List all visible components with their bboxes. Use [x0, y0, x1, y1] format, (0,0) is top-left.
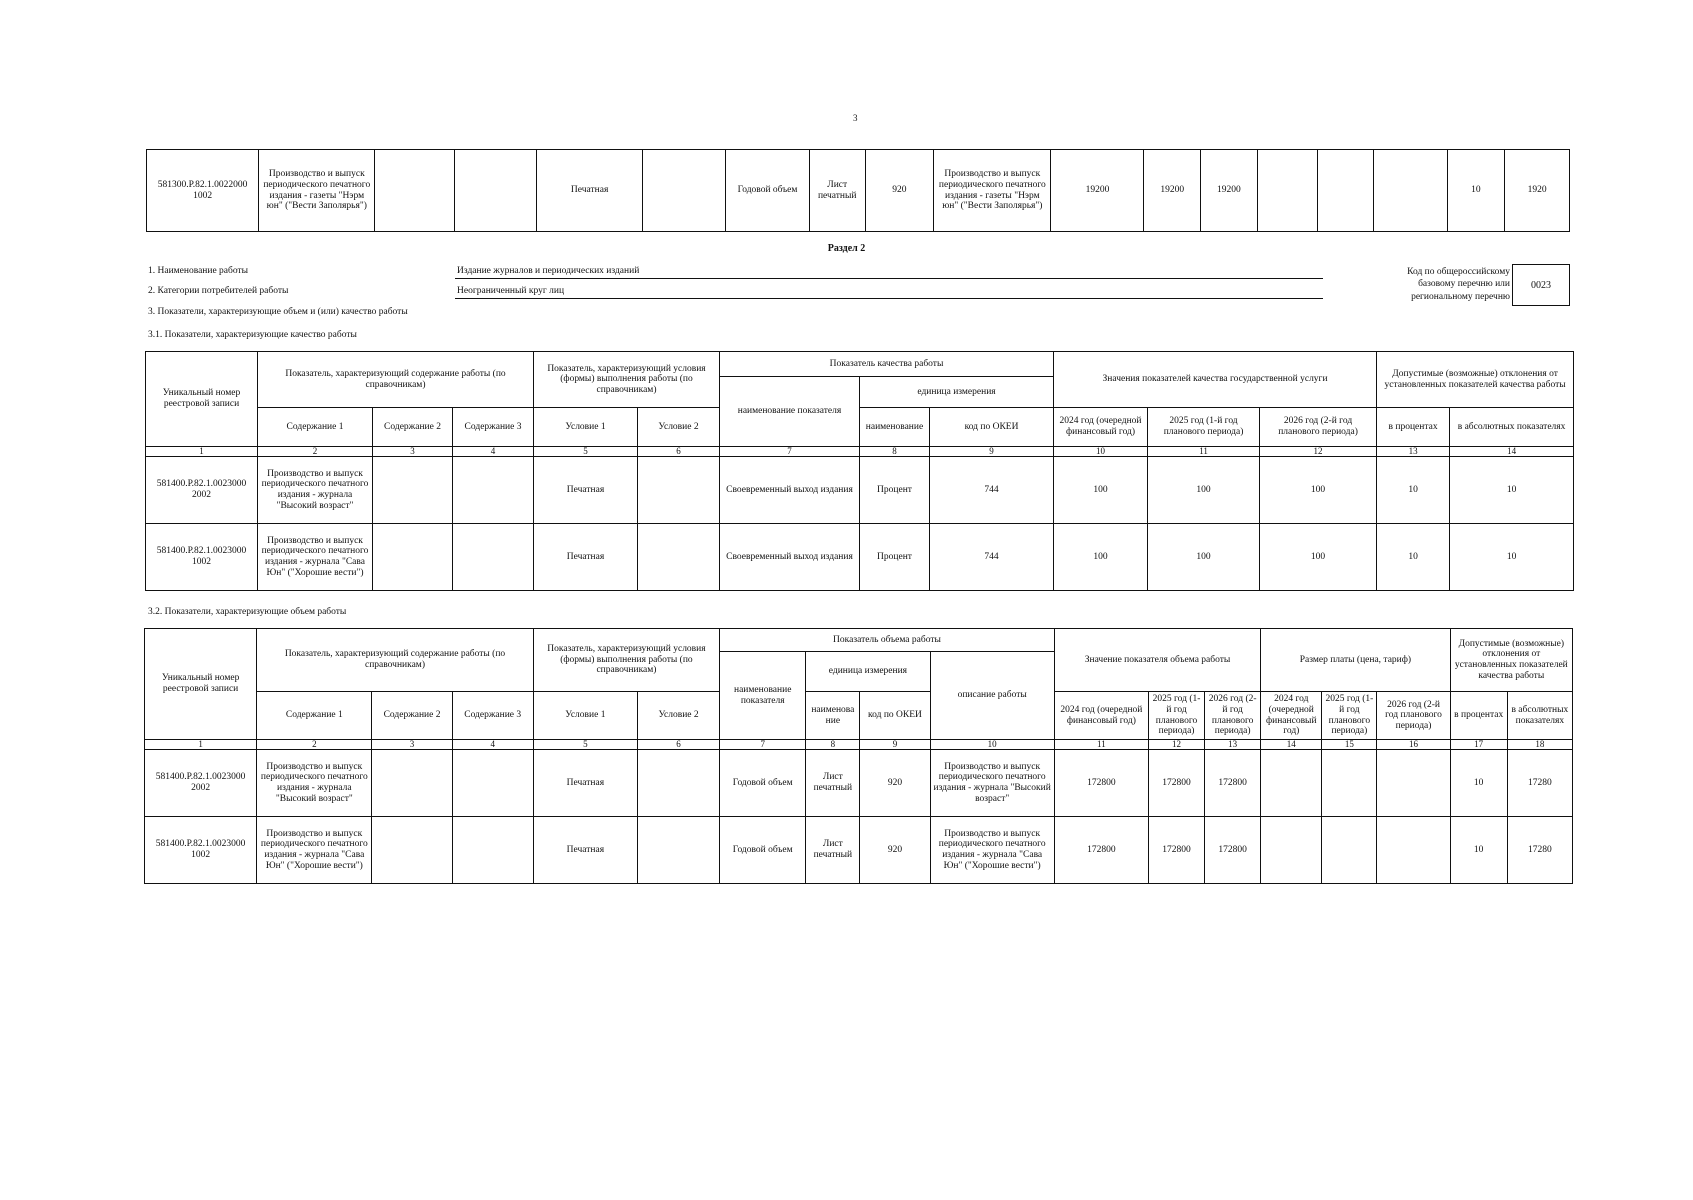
cell: 17280 [1507, 817, 1572, 884]
section-title: Раздел 2 [827, 243, 866, 254]
column-number: 8 [860, 447, 930, 457]
column-number: 12 [1148, 740, 1204, 750]
table-row [145, 817, 1573, 884]
cell [638, 457, 720, 524]
header-year-2024: 2024 год (очередной финансовый год) [1054, 408, 1148, 447]
consumers-value: Неограниченный круг лиц [457, 286, 565, 296]
work-name-label: 1. Наименование работы [148, 266, 249, 276]
cell: 10 [1450, 524, 1574, 591]
header-absolute: в абсолютных показателях [1450, 408, 1574, 447]
table-row [146, 524, 1574, 591]
column-number: 2 [258, 447, 373, 457]
column-number: 5 [534, 447, 638, 457]
quality-section-title: 3.1. Показатели, характеризующие качество работы [148, 330, 357, 340]
header-okei-code: код по ОКЕИ [930, 408, 1054, 447]
cell: Производство и выпуск периодического печатного издания - журнала "Сава Юн" ("Хорошие вести") [257, 817, 372, 884]
column-number: 11 [1054, 740, 1148, 750]
cell: Производство и выпуск периодического печатного издания - журнала "Сава Юн" ("Хорошие вести") [930, 817, 1054, 884]
header-fee: Размер платы (цена, тариф) [1261, 629, 1450, 692]
cell: 172800 [1054, 817, 1148, 884]
work-name-underline [455, 278, 1323, 279]
cell [1261, 817, 1322, 884]
header-unit-name: наименова ние [806, 692, 860, 740]
cell: 920 [865, 150, 934, 232]
cell: 10 [1450, 457, 1574, 524]
code-box [1512, 264, 1570, 306]
header-deviation: Допустимые (возможные) отклонения от установленных показателей качества работы [1450, 629, 1572, 692]
cell: 100 [1054, 524, 1148, 591]
column-number: 2 [257, 740, 372, 750]
cell [1257, 150, 1318, 232]
header-deviation: Допустимые (возможные) отклонения от установленных показателей качества работы [1377, 352, 1574, 408]
cell [1377, 817, 1450, 884]
column-number: 14 [1450, 447, 1574, 457]
cell: 920 [860, 750, 930, 817]
header-fee-2025: 2025 год (1-й год планового периода) [1322, 692, 1377, 740]
column-number: 7 [720, 740, 806, 750]
column-number: 4 [453, 447, 534, 457]
cell: 100 [1260, 457, 1377, 524]
cell: 1920 [1505, 150, 1570, 232]
cell: Производство и выпуск периодического печатного издания - газеты "Нэрм юн" ("Вести Заполярья") [259, 150, 375, 232]
cell [1322, 817, 1377, 884]
cell: 581400.Р.82.1.0023000 1002 [145, 817, 257, 884]
column-number: 5 [533, 740, 637, 750]
column-number: 10 [1054, 447, 1148, 457]
cell: Печатная [534, 457, 638, 524]
header-quality-indicator: Показатель качества работы [720, 352, 1054, 377]
column-number: 7 [720, 447, 860, 457]
header-year-2025: 2025 год (1-й год планового периода) [1148, 408, 1260, 447]
cell [452, 750, 533, 817]
cell: 19200 [1144, 150, 1201, 232]
column-number: 11 [1148, 447, 1260, 457]
cell: 744 [930, 457, 1054, 524]
code-value: 0023 [1531, 279, 1551, 291]
cell: 19200 [1201, 150, 1258, 232]
cell [643, 150, 726, 232]
volume-table [144, 628, 1573, 884]
top-row [147, 150, 1570, 232]
cell: 172800 [1148, 750, 1204, 817]
cell [638, 524, 720, 591]
cell: 100 [1148, 457, 1260, 524]
table-row [146, 457, 1574, 524]
page-number: 3 [853, 113, 858, 123]
header-unit-name: наименование [860, 408, 930, 447]
cell: 581300.Р.82.1.0022000 1002 [147, 150, 259, 232]
cell: 100 [1148, 524, 1260, 591]
cell: Годовой объем [726, 150, 810, 232]
cell: Лист печатный [806, 817, 860, 884]
header-content-indicator: Показатель, характеризующий содержание работы (по справочникам) [258, 352, 534, 408]
cell: Производство и выпуск периодического печатного издания - газеты "Нэрм юн" ("Вести Заполярья") [934, 150, 1051, 232]
column-number: 1 [145, 740, 257, 750]
cell [452, 817, 533, 884]
quality-table [145, 351, 1574, 591]
header-conditions-indicator: Показатель, характеризующий условия (формы) выполнения работы (по справочникам) [533, 629, 719, 692]
cell: Печатная [533, 817, 637, 884]
column-number: 18 [1507, 740, 1572, 750]
cell [375, 150, 455, 232]
header-absolute: в абсолютных показателях [1507, 692, 1572, 740]
header-work-description: описание работы [930, 652, 1054, 740]
top-continuation-table [146, 149, 1570, 232]
header-condition-1: Условие 1 [533, 692, 637, 740]
header-value-2026: 2026 год (2-й год планового периода) [1205, 692, 1261, 740]
column-number: 12 [1260, 447, 1377, 457]
cell: 10 [1377, 524, 1450, 591]
header-content-3: Содержание 3 [453, 408, 534, 447]
header-unit: единица измерения [860, 377, 1054, 408]
header-content-2: Содержание 2 [373, 408, 453, 447]
header-value-2025: 2025 год (1-й год планового периода) [1148, 692, 1204, 740]
cell [453, 524, 534, 591]
cell [637, 750, 719, 817]
cell: Лист печатный [806, 750, 860, 817]
cell [637, 817, 719, 884]
cell: 100 [1054, 457, 1148, 524]
column-number: 16 [1377, 740, 1450, 750]
column-number: 4 [452, 740, 533, 750]
header-condition-2: Условие 2 [637, 692, 719, 740]
cell: 920 [860, 817, 930, 884]
header-content-2: Содержание 2 [372, 692, 452, 740]
cell: 744 [930, 524, 1054, 591]
work-name-value: Издание журналов и периодических изданий [457, 266, 640, 276]
cell: 172800 [1205, 817, 1261, 884]
column-number: 3 [373, 447, 453, 457]
header-indicator-name: наименование показателя [720, 377, 860, 447]
cell: Лист печатный [809, 150, 865, 232]
header-okei-code: код по ОКЕИ [860, 692, 930, 740]
cell [1322, 750, 1377, 817]
cell: 172800 [1148, 817, 1204, 884]
column-number: 6 [637, 740, 719, 750]
header-condition-1: Условие 1 [534, 408, 638, 447]
indicators-label: 3. Показатели, характеризующие объем и (или) качество работы [148, 307, 408, 317]
column-number: 1 [146, 447, 258, 457]
header-content-3: Содержание 3 [452, 692, 533, 740]
header-fee-2024: 2024 год (очередной финансовый год) [1261, 692, 1322, 740]
cell: Производство и выпуск периодического печатного издания - журнала "Высокий возраст" [258, 457, 373, 524]
cell [455, 150, 537, 232]
consumers-underline [455, 298, 1323, 299]
header-year-2026: 2026 год (2-й год планового периода) [1260, 408, 1377, 447]
header-volume-values: Значение показателя объема работы [1054, 629, 1260, 692]
cell: Производство и выпуск периодического печатного издания - журнала "Высокий возраст" [930, 750, 1054, 817]
column-number: 8 [806, 740, 860, 750]
cell [372, 817, 452, 884]
cell: 100 [1260, 524, 1377, 591]
cell: 10 [1377, 457, 1450, 524]
cell: 581400.Р.82.1.0023000 1002 [146, 524, 258, 591]
cell: Производство и выпуск периодического печатного издания - журнала "Сава Юн" ("Хорошие вести") [258, 524, 373, 591]
cell [1373, 150, 1447, 232]
cell [1318, 150, 1374, 232]
cell: Своевременный выход издания [720, 457, 860, 524]
cell: 581400.Р.82.1.0023000 2002 [145, 750, 257, 817]
header-content-1: Содержание 1 [257, 692, 372, 740]
header-unique-number: Уникальный номер реестровой записи [146, 352, 258, 447]
cell: 10 [1450, 817, 1507, 884]
header-indicator-name: наименование показателя [720, 652, 806, 740]
column-numbers-row [146, 447, 1574, 457]
consumers-label: 2. Категории потребителей работы [148, 286, 289, 296]
cell: Печатная [533, 750, 637, 817]
header-percent: в процентах [1450, 692, 1507, 740]
header-content-indicator: Показатель, характеризующий содержание работы (по справочникам) [257, 629, 534, 692]
header-value-2024: 2024 год (очередной финансовый год) [1054, 692, 1148, 740]
column-number: 9 [930, 447, 1054, 457]
cell: Печатная [537, 150, 643, 232]
column-number: 15 [1322, 740, 1377, 750]
column-number: 14 [1261, 740, 1322, 750]
cell [373, 524, 453, 591]
header-unique-number: Уникальный номер реестровой записи [145, 629, 257, 740]
header-fee-2026: 2026 год (2-й год планового периода) [1377, 692, 1450, 740]
column-number: 13 [1205, 740, 1261, 750]
cell: 17280 [1507, 750, 1572, 817]
cell: 172800 [1205, 750, 1261, 817]
column-number: 9 [860, 740, 930, 750]
table-row [145, 750, 1573, 817]
column-number: 17 [1450, 740, 1507, 750]
header-unit: единица измерения [806, 652, 930, 692]
cell: 172800 [1054, 750, 1148, 817]
cell: Процент [860, 457, 930, 524]
header-quality-values: Значения показателей качества государственной услуги [1054, 352, 1377, 408]
header-condition-2: Условие 2 [638, 408, 720, 447]
cell: 10 [1447, 150, 1505, 232]
cell: 10 [1450, 750, 1507, 817]
column-number: 13 [1377, 447, 1450, 457]
header-content-1: Содержание 1 [258, 408, 373, 447]
cell [1377, 750, 1450, 817]
cell [1261, 750, 1322, 817]
header-conditions-indicator: Показатель, характеризующий условия (формы) выполнения работы (по справочникам) [534, 352, 720, 408]
cell: Годовой объем [720, 750, 806, 817]
cell: Процент [860, 524, 930, 591]
header-percent: в процентах [1377, 408, 1450, 447]
cell [372, 750, 452, 817]
cell: Производство и выпуск периодического печатного издания - журнала "Высокий возраст" [257, 750, 372, 817]
column-number: 10 [930, 740, 1054, 750]
header-volume-indicator: Показатель объема работы [720, 629, 1055, 652]
cell [453, 457, 534, 524]
cell [373, 457, 453, 524]
column-number: 6 [638, 447, 720, 457]
cell: Годовой объем [720, 817, 806, 884]
cell: 581400.Р.82.1.0023000 2002 [146, 457, 258, 524]
volume-section-title: 3.2. Показатели, характеризующие объем работы [148, 607, 347, 617]
column-numbers-row [145, 740, 1573, 750]
column-number: 3 [372, 740, 452, 750]
cell: Печатная [534, 524, 638, 591]
cell: 19200 [1051, 150, 1144, 232]
cell: Своевременный выход издания [720, 524, 860, 591]
code-label: Код по общероссийскому базовому перечню или региональному перечню [1407, 267, 1510, 302]
